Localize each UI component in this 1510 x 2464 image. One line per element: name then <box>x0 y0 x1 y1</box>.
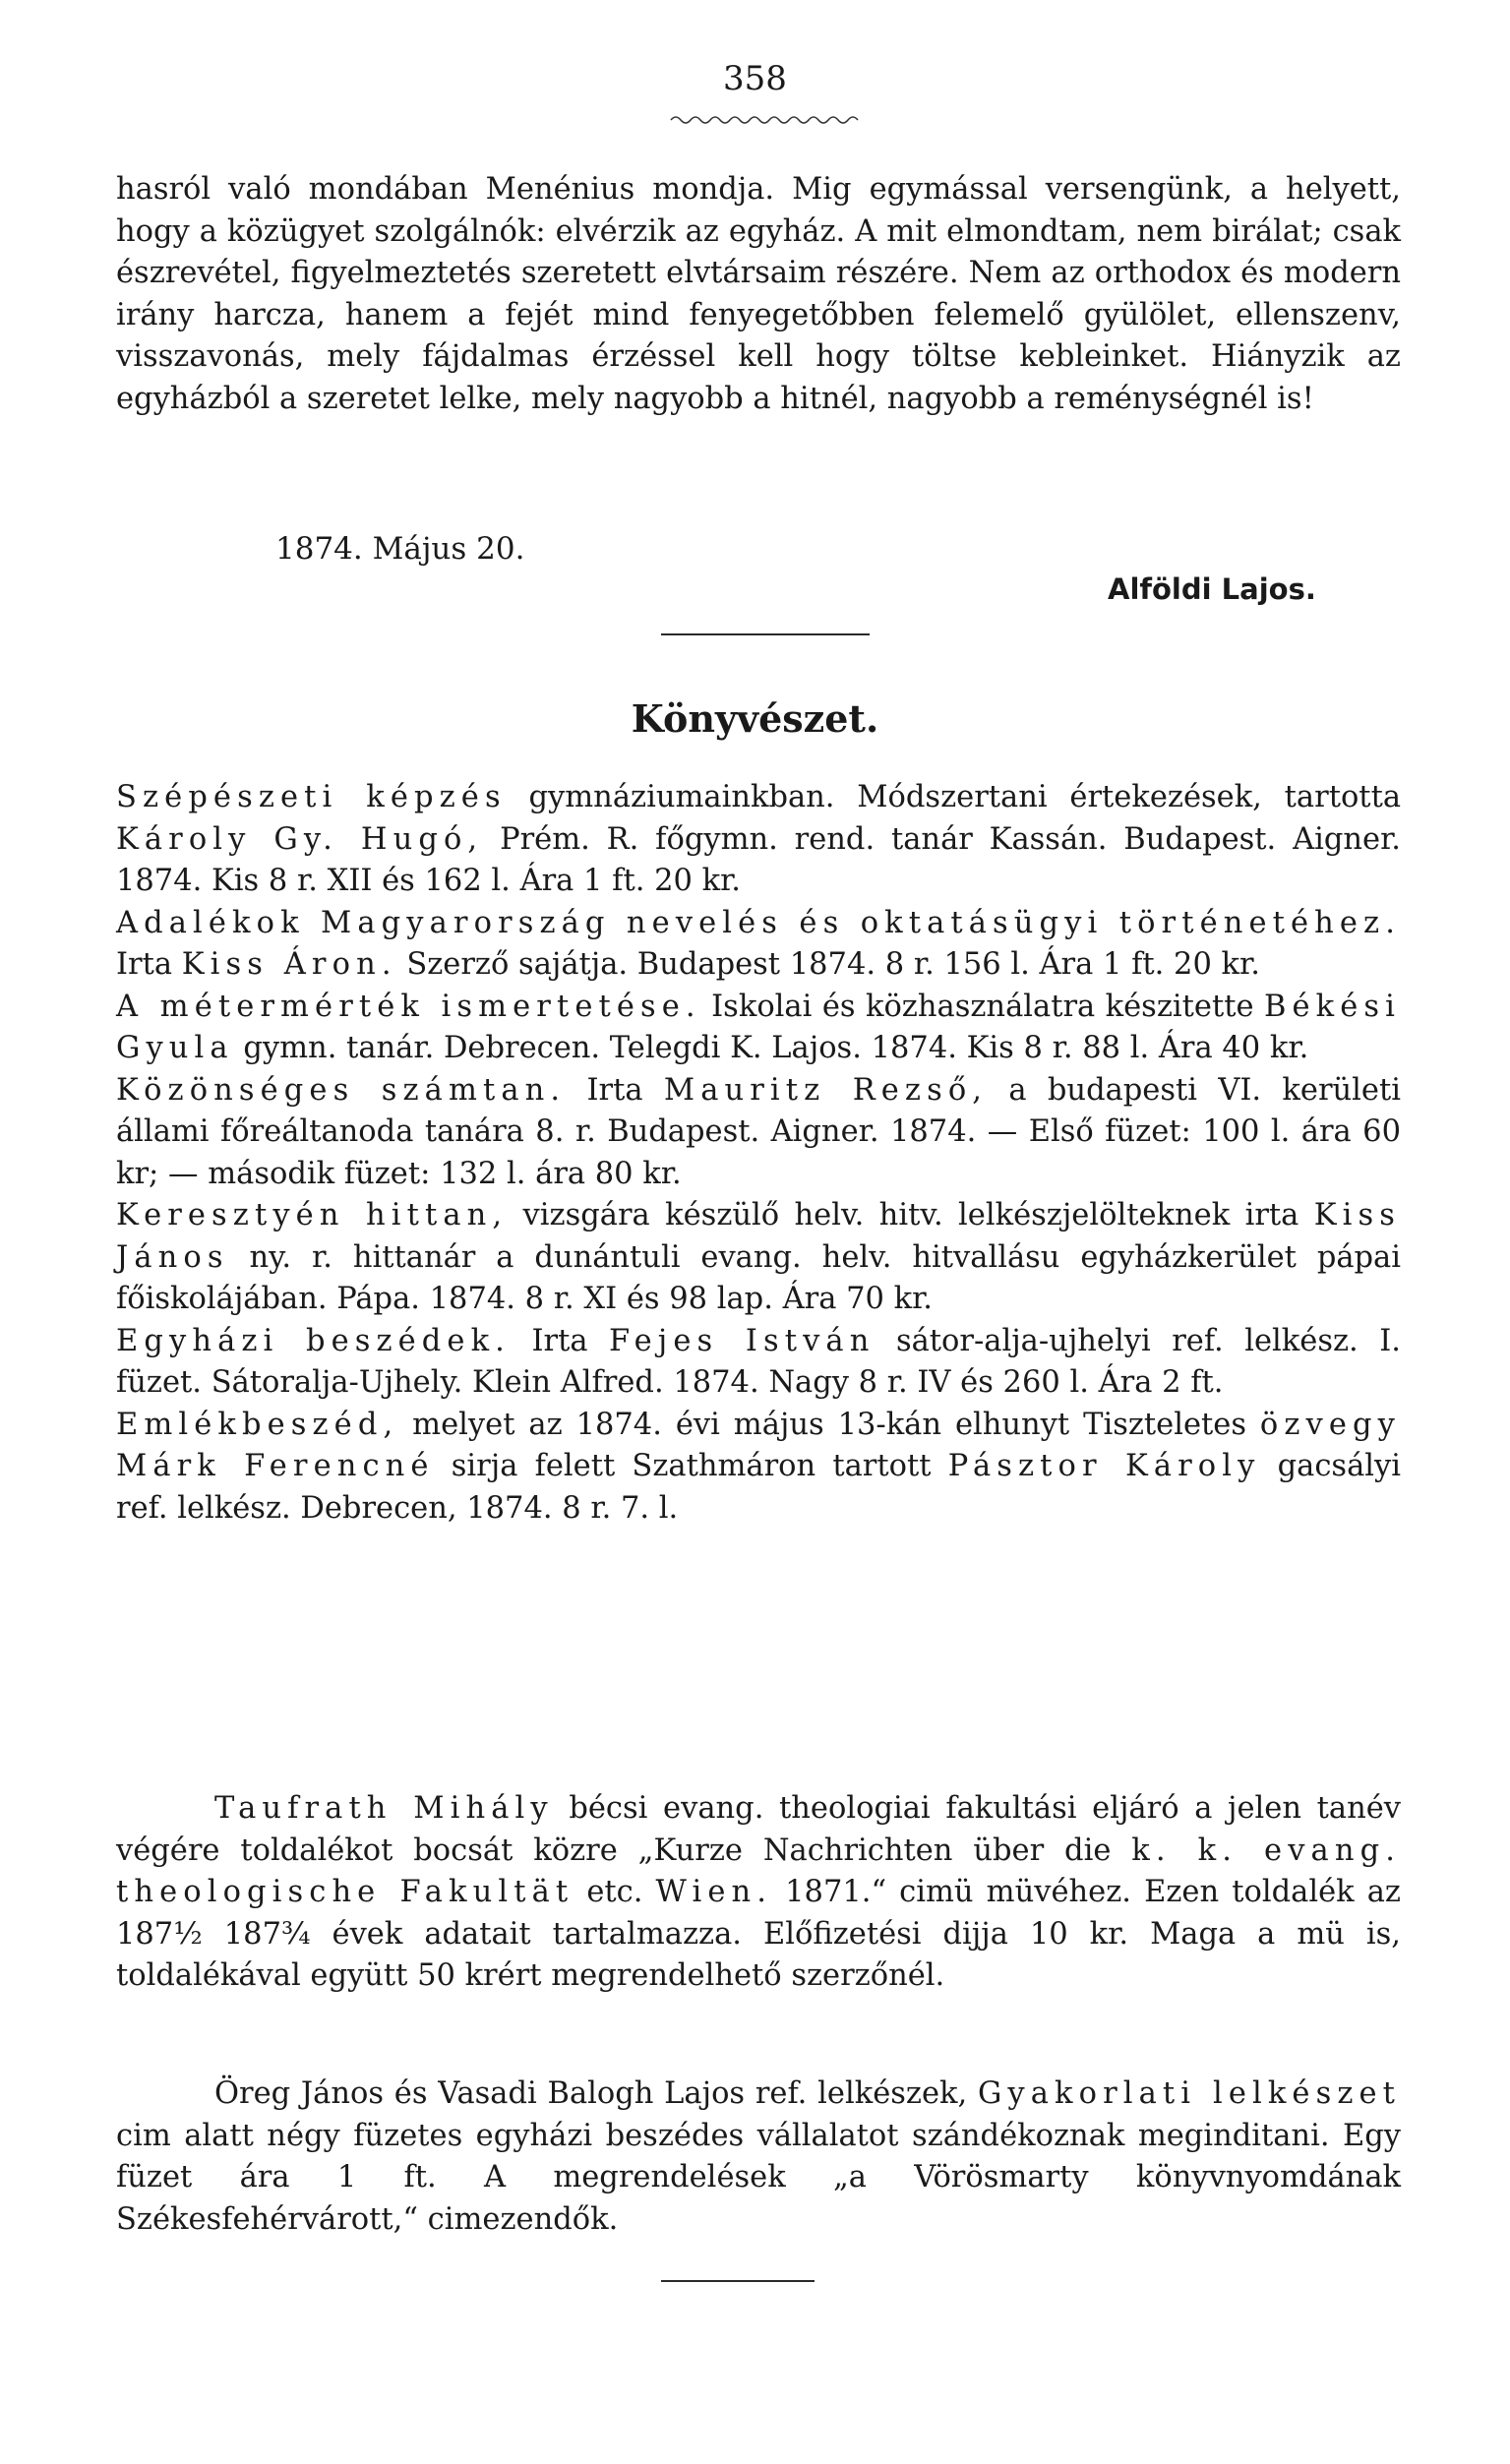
bibliography-list <box>116 777 1401 1530</box>
bibliography-entry: Közönséges számtan. Irta Mauritz Rezső, a budapesti VI. kerületi állami főreáltanoda tanára 8. r. Budapest. Aigner. 1874. — Első füzet: 100 l. ára 60 kr; — második füzet: 132 l. ára 80 kr. <box>116 1072 1401 1191</box>
entry-author: Mauritz Rezső, <box>663 1072 989 1108</box>
date-line: 1874. Május 20. <box>275 531 525 567</box>
entry-title: Szépészeti képzés <box>116 780 507 814</box>
entry-title: Adalékok Magyarország nevelés és oktatásügyi történetéhez. <box>116 905 1401 940</box>
divider <box>661 633 870 635</box>
bibliography-entry: Egyházi beszédek. Irta Fejes István sátor-alja-ujhelyi ref. lelkész. I. füzet. Sátoralja-Ujhely. Klein Alfred. 1874. Nagy 8 r. IV és 260 l. Ára 2 ft. <box>116 1323 1401 1400</box>
entry-title: Közönséges számtan. <box>116 1072 567 1108</box>
entry-author: Békési Gyula <box>116 989 1401 1065</box>
bibliography-entry: A métermérték ismertetése. Iskolai és közhasználatra készitette Békési Gyula gymn. tanár. Debrecen. Telegdi K. Lajos. 1874. Kis 8 r. 88 l. Ára 40 kr. <box>116 989 1401 1065</box>
entry-title: Emlékbeszéd, <box>116 1407 399 1442</box>
entry-author: Fejes István <box>609 1323 876 1358</box>
section-heading: Könyvészet. <box>631 696 879 741</box>
notice-author: Taufrath Mihály <box>214 1791 554 1826</box>
bibliography-entry: Keresztyén hittan, vizsgára készülő helv. hitv. lelkészjelölteknek irta Kiss János ny. r. hittanár a dunántuli evang. helv. hitvallásu egyházkerület pápai főiskolájában. Pápa. 1874. 8 r. XI és 98 lap. Ára 70 kr. <box>116 1198 1401 1316</box>
notice-text: Taufrath Mihály bécsi evang. theologiai fakultási eljáró a jelen tanév végére toldalékot bocsát közre „Kurze Nachrichten über die k. k. evang. theologische Fakultät etc. Wien. 1871.“ cimü müvéhez. Ezen toldalék az 187½ 187¾ évek adatait tartalmazza. Előfizetési dijja 10 kr. Maga a mü is, toldalékával együtt 50 krért megrendelhető szerzőnél. <box>116 1791 1401 1993</box>
entry-title: Keresztyén hittan, <box>116 1198 509 1232</box>
top-paragraph <box>116 169 1401 420</box>
notice-title: Gyakorlati lelkészet <box>977 2076 1401 2111</box>
entry-title: Egyházi beszédek. <box>116 1323 511 1358</box>
notice-paragraph <box>116 1788 1401 1998</box>
top-paragraph-text: hasról való mondában Menénius mondja. Mig egymással versengünk, a helyett, hogy a közügyet szolgálnók: elvérzik az egyház. A mit elmondtam, nem birálat; csak észrevétel, figyelmeztetés szeretett elvtársaim részére. Nem az orthodox és modern irány harcza, hanem a fejét mind fenyegetőbben felemelő gyülölet, ellenszenv, visszavonás, mely fájdalmas érzéssel kell hogy töltse kebleinket. Hiányzik az egyházból a szeretet lelke, mely nagyobb a hitnél, nagyobb a reménységnél is! <box>116 172 1401 416</box>
bibliography-entry: Szépészeti képzés gymnáziumainkban. Módszertani értekezések, tartotta Károly Gy. Hugó, Prém. R. főgymn. rend. tanár Kassán. Budapest. Aigner. 1874. Kis 8 r. XII és 162 l. Ára 1 ft. 20 kr. <box>116 780 1402 898</box>
divider <box>661 2280 815 2282</box>
notice-paragraph <box>116 2073 1401 2241</box>
bibliography-entry: Emlékbeszéd, melyet az 1874. évi május 13-kán elhunyt Tiszteletes özvegy Márk Ferencné sirja felett Szathmáron tartott Pásztor Károly gacsályi ref. lelkész. Debrecen, 1874. 8 r. 7. l. <box>116 1407 1402 1526</box>
entry-author: Pásztor Károly <box>947 1449 1261 1483</box>
bibliography-entry: Adalékok Magyarország nevelés és oktatásügyi történetéhez. Irta Kiss Áron. Szerző sajátja. Budapest 1874. 8 r. 156 l. Ára 1 ft. 20 kr. <box>116 905 1401 982</box>
entry-author: özvegy Márk Ferencné <box>116 1407 1401 1483</box>
entry-author: Kiss Áron. <box>181 947 397 982</box>
page-number: 358 <box>723 59 787 98</box>
signature: Alföldi Lajos. <box>1108 572 1316 606</box>
entry-title: A métermérték ismertetése. <box>116 989 701 1024</box>
notice-text: Öreg János és Vasadi Balogh Lajos ref. lelkészek, Gyakorlati lelkészet cim alatt négy füzetes egyházi beszédes vállalatot szándékoznak meginditani. Egy füzet ára 1 ft. A megrendelések „a Vörösmarty könyvnyomdának Székesfehérvárott,“ cimezendők. <box>116 2076 1401 2237</box>
ornament-squiggle <box>669 114 866 126</box>
entry-author: Károly Gy. Hugó, <box>116 821 484 857</box>
entry-author: Kiss János <box>116 1198 1401 1275</box>
